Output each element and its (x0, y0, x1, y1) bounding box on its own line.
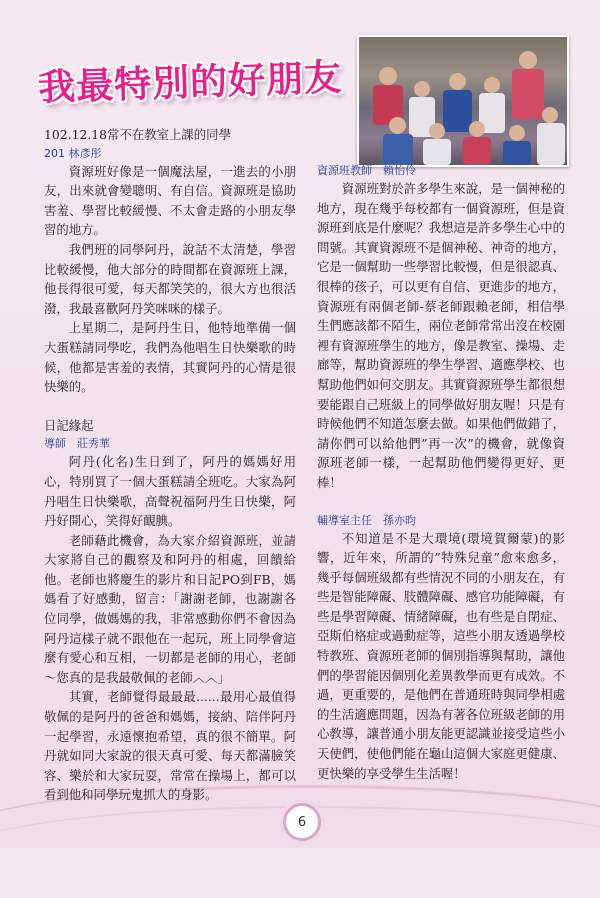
paragraph: 我們班的同學阿丹，說話不太清楚，學習比較緩慢，他大部分的時間都在資源班上課，他長得很可愛，每天都笑笑的，很大方也很活潑，我最喜歡阿丹笑咪咪的樣子。 (44, 241, 296, 316)
page-number: 6 (283, 803, 321, 841)
paragraph: 資源班對於許多學生來說，是一個神秘的地方，現在幾乎每校都有一個資源班，但是資源班到底是什麼呢？我想這是許多學生心中的問號。其實資源班不是個神秘、神奇的地方，它是一個幫助一些學習比較慢，但是很認真、很棒的孩子，可以更有自信、更進步的地方，資源班有兩個老師-蔡老師跟賴老師，相信學生們應該都不陌生，兩位老師常常出沒在校園裡有資源班學生的地方，像是教室、操場、走廊等，幫助資源班的學生學習、適應學校、也幫助他們如何交朋友。其實資源班學生都很想要能跟自己班級上的同學做好朋友喔！只是有時候他們不知道怎麼去做。如果他們做錯了，請你們可以給他們”再一次”的機會，就像資源班老師一樣，一起幫助他們變得更好、更棒！ (317, 181, 565, 490)
paragraph: 上星期二，是阿丹生日，他特地準備一個大蛋糕請同學吃，我們為他唱生日快樂歌的時候，他都是害羞的表情，其實阿丹的心情是很快樂的。 (44, 320, 296, 395)
left-column (44, 125, 296, 805)
article-heading: 102.12.18常不在教室上課的同學 (44, 127, 231, 142)
title-banner (38, 52, 358, 112)
paragraph: 資源班好像是一個魔法屋，一進去的小朋友，出來就會變聰明、有自信。資源班是協助害羞、學習比較緩慢、不太會走路的小朋友學習的地方。 (44, 163, 296, 238)
class-group-photo (357, 35, 569, 167)
paragraph: 老師藉此機會，為大家介紹資源班，並請大家將自己的觀察及和阿丹的相處，回饋給他。老師也將慶生的影片和日記PO到FB，媽媽看了好感動，留言：「謝謝老師，也謝謝各位同學，做媽媽的我，非常感動你們不會因為阿丹這樣子就不跟他在一起玩，班上同學會這麼有愛心和互相，一切都是老師的用心，老師～您真的是我最敬佩的老師︿︿」 (44, 532, 296, 685)
article-heading-2: 日記緣起 (44, 417, 94, 433)
paragraph: 阿丹(化名)生日到了，阿丹的媽媽好用心，特別買了一個大蛋糕請全班吃。大家為阿丹唱生日快樂歌，高聲祝福阿丹生日快樂，阿丹好開心，笑得好靦腆。 (44, 454, 296, 529)
author-byline: 201 林彥彤 (44, 146, 102, 160)
author-byline-3: 資源班教師 賴怡伶 (317, 164, 416, 177)
author-byline-4: 輔導室主任 孫亦昀 (317, 513, 416, 527)
author-byline-2: 導師 莊秀華 (44, 437, 110, 451)
paragraph: 其實，老師覺得最最最......最用心最值得敬佩的是阿丹的爸爸和媽媽，接納、陪伴阿丹一起學習，永遠懷抱希望，真的很不簡單。阿丹就如同大家說的很天真可愛、每天都滿臉笑容、樂於和大家玩耍，常常在操場上，都可以看到他和同學玩鬼抓人的身影。 (44, 689, 296, 803)
page-title: 我最特別的好朋友 (37, 55, 343, 110)
right-column (317, 162, 565, 783)
paragraph: 不知道是不是大環境(環境賀爾蒙)的影響，近年來，所謂的”特殊兒童”愈來愈多，幾乎每個班級都有些情況不同的小朋友在，有些是智能障礙、肢體障礙、感官功能障礙，有些是學習障礙、情緒障礙，也有些是自閉症、亞斯伯格症或過動症等，這些小朋友透過學校特教班、資源班老師的個別指導與幫助，讓他們的學習能因個別化差異教學而更有成效。不過，更重要的，是他們在普通班時與同學相處的生活適應問題，因為有著各位班級老師的用心教導，讓普通小朋友能更認識並接受這些小天使們，使他們能在龜山這個大家庭更健康、更快樂的享受學生生活喔！ (317, 530, 565, 781)
